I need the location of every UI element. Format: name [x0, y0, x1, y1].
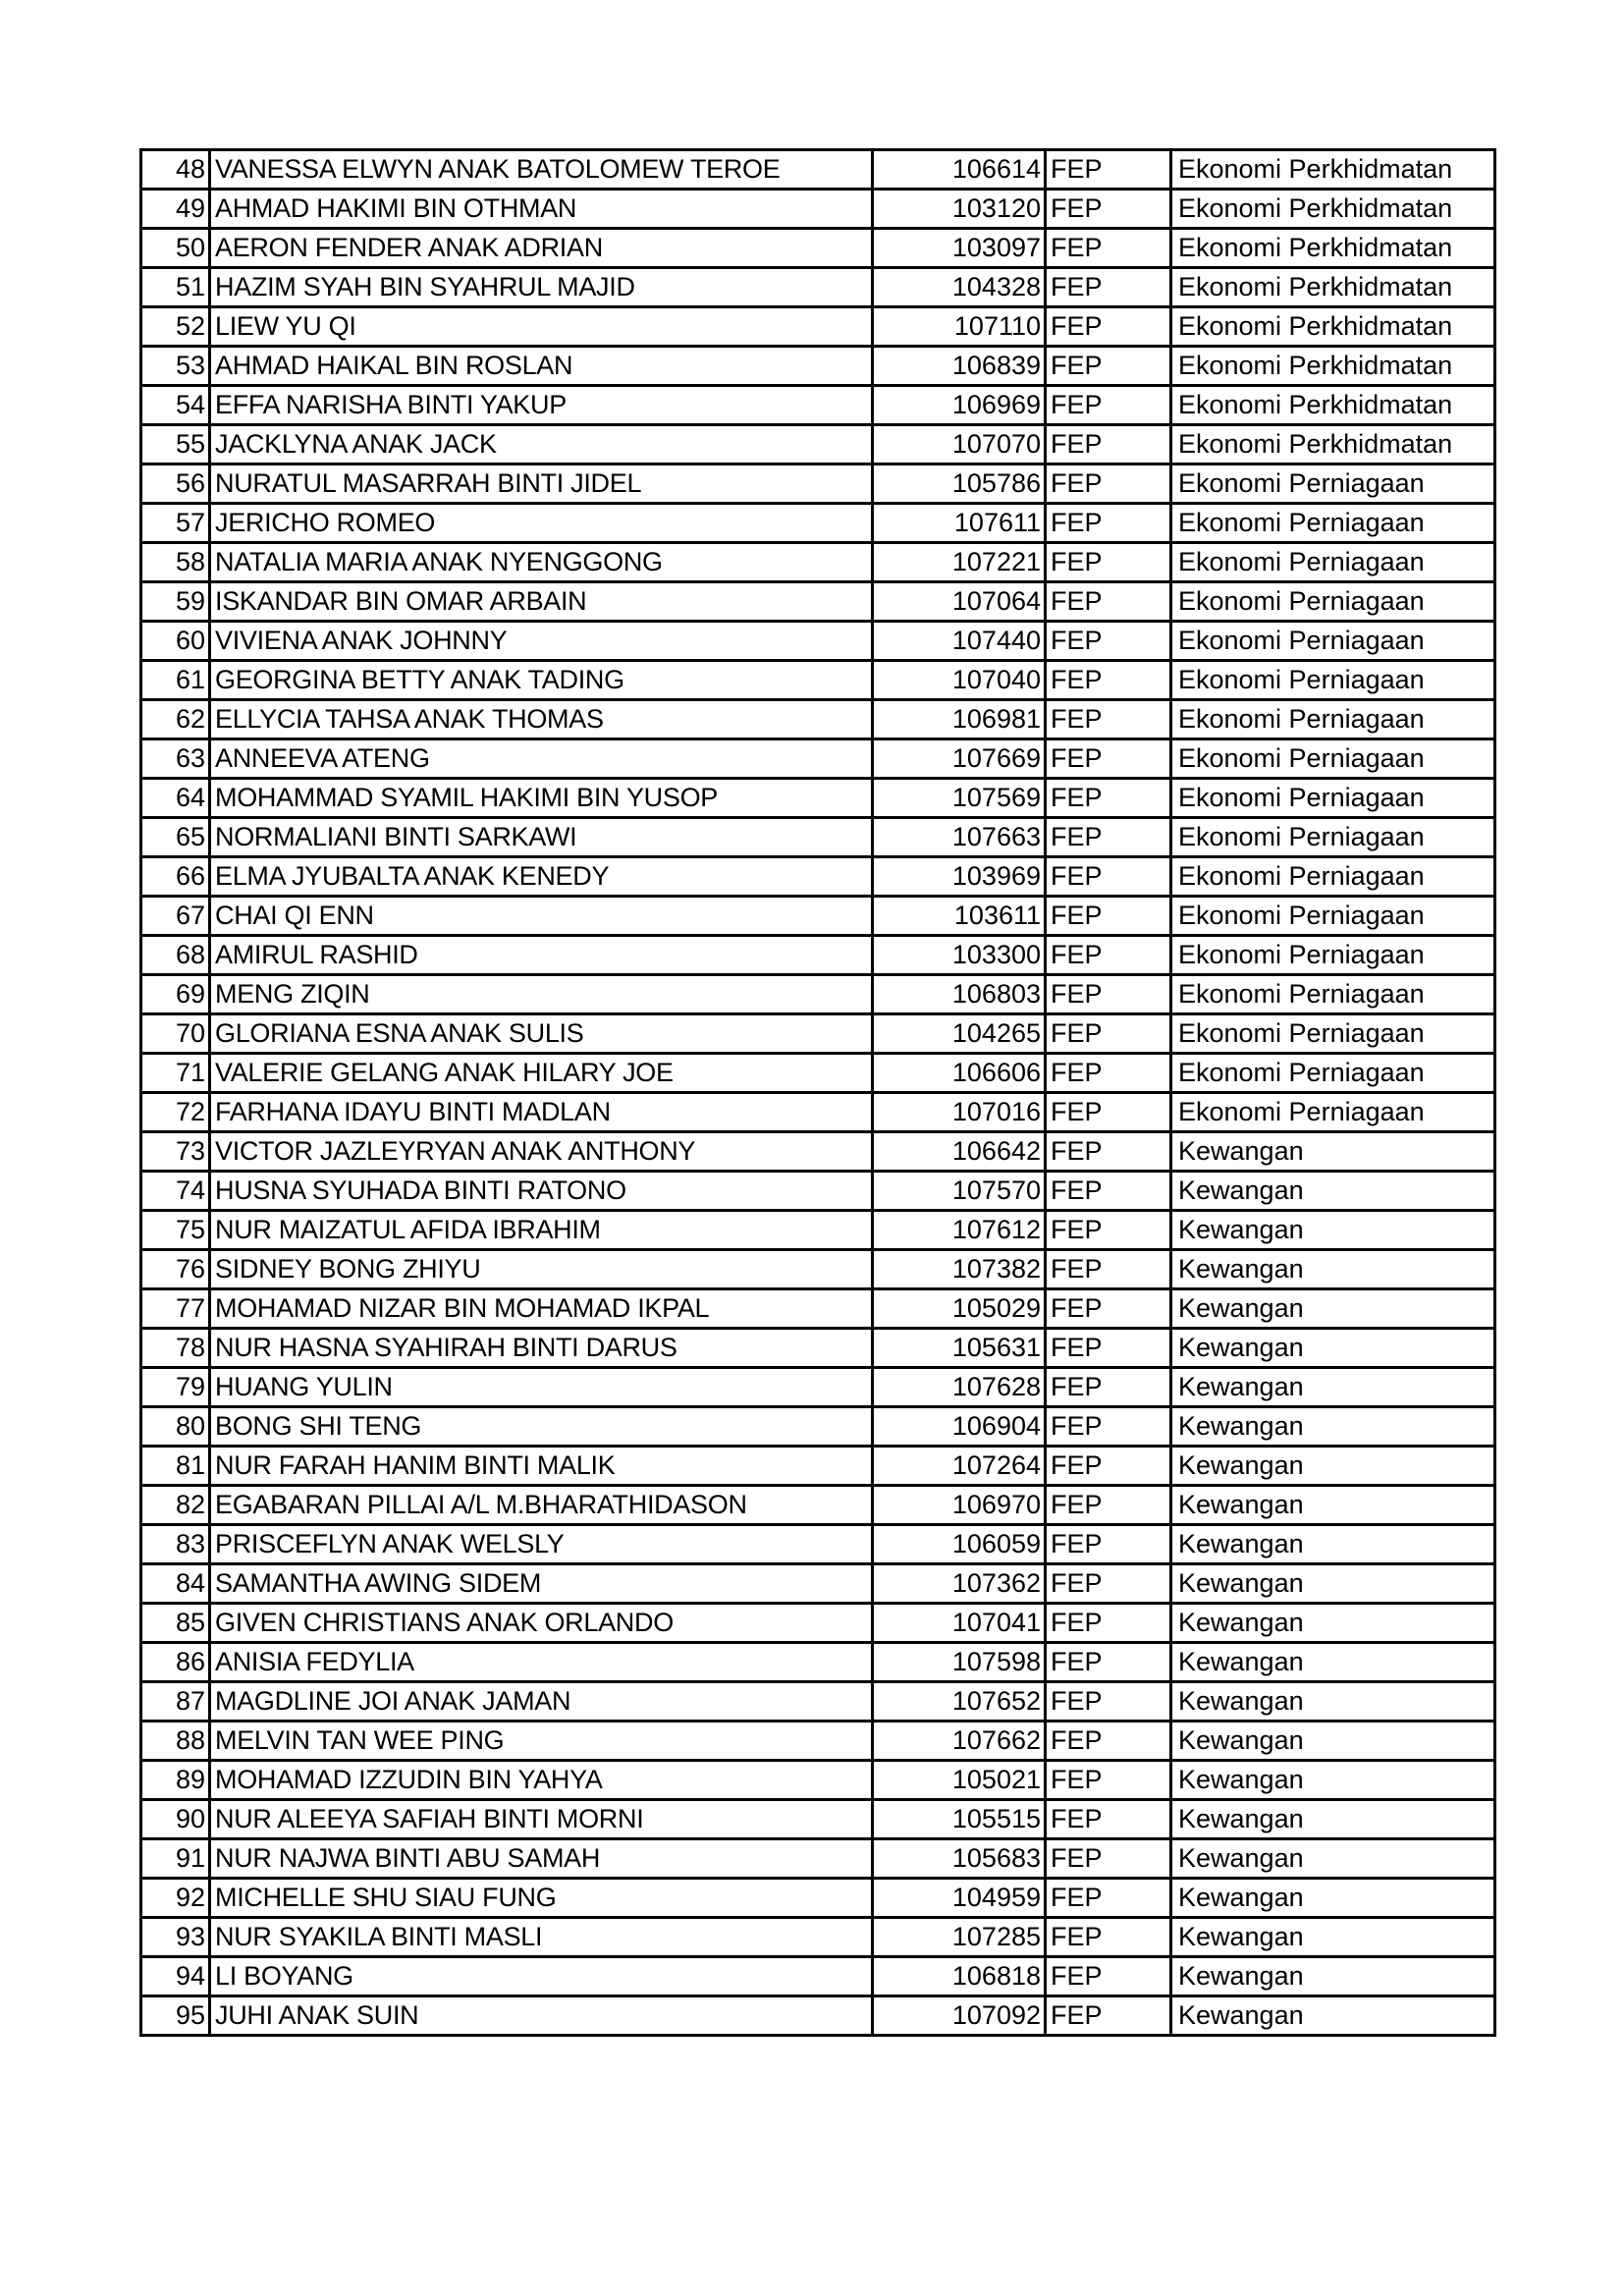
faculty-code-cell: FEP — [1046, 582, 1171, 622]
student-name-cell: SAMANTHA AWING SIDEM — [210, 1564, 873, 1604]
table-row — [141, 857, 1495, 897]
program-name-cell: Ekonomi Perkhidmatan — [1171, 229, 1495, 268]
table-row — [141, 543, 1495, 582]
program-name-cell: Kewangan — [1171, 1132, 1495, 1172]
faculty-code-cell: FEP — [1046, 1564, 1171, 1604]
student-name-cell: CHAI QI ENN — [210, 897, 873, 936]
student-id-cell: 107362 — [873, 1564, 1046, 1604]
student-id-cell: 106606 — [873, 1054, 1046, 1093]
student-id-cell: 104265 — [873, 1014, 1046, 1054]
table-row — [141, 1368, 1495, 1407]
table-row — [141, 1093, 1495, 1132]
student-id-cell: 107264 — [873, 1447, 1046, 1486]
student-name-cell: PRISCEFLYN ANAK WELSLY — [210, 1525, 873, 1564]
program-name-cell: Kewangan — [1171, 1957, 1495, 1996]
student-name-cell: JUHI ANAK SUIN — [210, 1996, 873, 2036]
program-name-cell: Kewangan — [1171, 1643, 1495, 1682]
student-table — [139, 148, 1496, 2037]
program-name-cell: Kewangan — [1171, 1996, 1495, 2036]
program-name-cell: Kewangan — [1171, 1879, 1495, 1918]
student-id-cell: 107652 — [873, 1682, 1046, 1722]
student-name-cell: ANISIA FEDYLIA — [210, 1643, 873, 1682]
student-name-cell: VANESSA ELWYN ANAK BATOLOMEW TEROE — [210, 150, 873, 190]
student-name-cell: MOHAMAD IZZUDIN BIN YAHYA — [210, 1761, 873, 1800]
faculty-code-cell: FEP — [1046, 190, 1171, 229]
table-row — [141, 1486, 1495, 1525]
student-name-cell: VICTOR JAZLEYRYAN ANAK ANTHONY — [210, 1132, 873, 1172]
table-row — [141, 1564, 1495, 1604]
row-number-cell: 71 — [141, 1054, 210, 1093]
row-number-cell: 94 — [141, 1957, 210, 1996]
student-table-body — [141, 150, 1495, 2036]
table-row — [141, 1957, 1495, 1996]
faculty-code-cell: FEP — [1046, 1682, 1171, 1722]
student-name-cell: SIDNEY BONG ZHIYU — [210, 1250, 873, 1289]
row-number-cell: 76 — [141, 1250, 210, 1289]
student-id-cell: 106614 — [873, 150, 1046, 190]
table-row — [141, 1996, 1495, 2036]
row-number-cell: 82 — [141, 1486, 210, 1525]
student-id-cell: 103097 — [873, 229, 1046, 268]
program-name-cell: Ekonomi Perniagaan — [1171, 582, 1495, 622]
row-number-cell: 73 — [141, 1132, 210, 1172]
row-number-cell: 66 — [141, 857, 210, 897]
program-name-cell: Ekonomi Perkhidmatan — [1171, 386, 1495, 425]
program-name-cell: Kewangan — [1171, 1722, 1495, 1761]
student-id-cell: 107092 — [873, 1996, 1046, 2036]
student-id-cell: 107285 — [873, 1918, 1046, 1957]
faculty-code-cell: FEP — [1046, 1368, 1171, 1407]
row-number-cell: 80 — [141, 1407, 210, 1447]
table-row — [141, 1761, 1495, 1800]
student-name-cell: GIVEN CHRISTIANS ANAK ORLANDO — [210, 1604, 873, 1643]
program-name-cell: Ekonomi Perkhidmatan — [1171, 347, 1495, 386]
student-name-cell: ELMA JYUBALTA ANAK KENEDY — [210, 857, 873, 897]
student-name-cell: GEORGINA BETTY ANAK TADING — [210, 661, 873, 700]
student-name-cell: BONG SHI TENG — [210, 1407, 873, 1447]
student-name-cell: MAGDLINE JOI ANAK JAMAN — [210, 1682, 873, 1722]
table-row — [141, 1407, 1495, 1447]
table-row — [141, 739, 1495, 779]
student-id-cell: 106839 — [873, 347, 1046, 386]
row-number-cell: 53 — [141, 347, 210, 386]
student-id-cell: 106970 — [873, 1486, 1046, 1525]
student-id-cell: 105683 — [873, 1839, 1046, 1879]
program-name-cell: Kewangan — [1171, 1368, 1495, 1407]
faculty-code-cell: FEP — [1046, 897, 1171, 936]
table-row — [141, 622, 1495, 661]
student-id-cell: 107110 — [873, 307, 1046, 347]
program-name-cell: Ekonomi Perniagaan — [1171, 975, 1495, 1014]
faculty-code-cell: FEP — [1046, 1211, 1171, 1250]
student-id-cell: 107669 — [873, 739, 1046, 779]
table-row — [141, 1839, 1495, 1879]
row-number-cell: 48 — [141, 150, 210, 190]
faculty-code-cell: FEP — [1046, 425, 1171, 465]
table-row — [141, 1525, 1495, 1564]
program-name-cell: Kewangan — [1171, 1250, 1495, 1289]
row-number-cell: 87 — [141, 1682, 210, 1722]
student-name-cell: HUSNA SYUHADA BINTI RATONO — [210, 1172, 873, 1211]
table-row — [141, 425, 1495, 465]
student-id-cell: 107598 — [873, 1643, 1046, 1682]
program-name-cell: Kewangan — [1171, 1407, 1495, 1447]
program-name-cell: Ekonomi Perkhidmatan — [1171, 425, 1495, 465]
faculty-code-cell: FEP — [1046, 936, 1171, 975]
program-name-cell: Kewangan — [1171, 1211, 1495, 1250]
faculty-code-cell: FEP — [1046, 1996, 1171, 2036]
row-number-cell: 75 — [141, 1211, 210, 1250]
row-number-cell: 68 — [141, 936, 210, 975]
row-number-cell: 61 — [141, 661, 210, 700]
student-name-cell: VALERIE GELANG ANAK HILARY JOE — [210, 1054, 873, 1093]
table-row — [141, 661, 1495, 700]
row-number-cell: 79 — [141, 1368, 210, 1407]
student-name-cell: NORMALIANI BINTI SARKAWI — [210, 818, 873, 857]
table-row — [141, 1054, 1495, 1093]
student-id-cell: 105631 — [873, 1329, 1046, 1368]
row-number-cell: 67 — [141, 897, 210, 936]
student-id-cell: 105786 — [873, 465, 1046, 504]
table-row — [141, 386, 1495, 425]
student-name-cell: LIEW YU QI — [210, 307, 873, 347]
student-name-cell: AHMAD HAKIMI BIN OTHMAN — [210, 190, 873, 229]
program-name-cell: Ekonomi Perniagaan — [1171, 622, 1495, 661]
row-number-cell: 65 — [141, 818, 210, 857]
student-name-cell: GLORIANA ESNA ANAK SULIS — [210, 1014, 873, 1054]
row-number-cell: 70 — [141, 1014, 210, 1054]
row-number-cell: 74 — [141, 1172, 210, 1211]
student-name-cell: NUR MAIZATUL AFIDA IBRAHIM — [210, 1211, 873, 1250]
faculty-code-cell: FEP — [1046, 229, 1171, 268]
table-row — [141, 1172, 1495, 1211]
faculty-code-cell: FEP — [1046, 622, 1171, 661]
table-row — [141, 1604, 1495, 1643]
student-id-cell: 107040 — [873, 661, 1046, 700]
program-name-cell: Ekonomi Perkhidmatan — [1171, 268, 1495, 307]
faculty-code-cell: FEP — [1046, 779, 1171, 818]
faculty-code-cell: FEP — [1046, 1604, 1171, 1643]
student-name-cell: MELVIN TAN WEE PING — [210, 1722, 873, 1761]
table-row — [141, 1250, 1495, 1289]
faculty-code-cell: FEP — [1046, 1800, 1171, 1839]
table-row — [141, 229, 1495, 268]
table-row — [141, 504, 1495, 543]
faculty-code-cell: FEP — [1046, 465, 1171, 504]
table-row — [141, 347, 1495, 386]
program-name-cell: Kewangan — [1171, 1447, 1495, 1486]
student-id-cell: 107382 — [873, 1250, 1046, 1289]
student-name-cell: JACKLYNA ANAK JACK — [210, 425, 873, 465]
program-name-cell: Kewangan — [1171, 1839, 1495, 1879]
row-number-cell: 81 — [141, 1447, 210, 1486]
student-name-cell: MENG ZIQIN — [210, 975, 873, 1014]
program-name-cell: Ekonomi Perkhidmatan — [1171, 307, 1495, 347]
table-row — [141, 1918, 1495, 1957]
student-name-cell: AHMAD HAIKAL BIN ROSLAN — [210, 347, 873, 386]
table-row — [141, 1682, 1495, 1722]
table-row — [141, 1132, 1495, 1172]
row-number-cell: 78 — [141, 1329, 210, 1368]
program-name-cell: Ekonomi Perniagaan — [1171, 661, 1495, 700]
row-number-cell: 55 — [141, 425, 210, 465]
program-name-cell: Kewangan — [1171, 1329, 1495, 1368]
program-name-cell: Ekonomi Perniagaan — [1171, 543, 1495, 582]
faculty-code-cell: FEP — [1046, 1093, 1171, 1132]
program-name-cell: Ekonomi Perniagaan — [1171, 779, 1495, 818]
program-name-cell: Ekonomi Perniagaan — [1171, 465, 1495, 504]
row-number-cell: 59 — [141, 582, 210, 622]
program-name-cell: Kewangan — [1171, 1525, 1495, 1564]
student-id-cell: 107070 — [873, 425, 1046, 465]
faculty-code-cell: FEP — [1046, 1761, 1171, 1800]
row-number-cell: 62 — [141, 700, 210, 739]
row-number-cell: 90 — [141, 1800, 210, 1839]
row-number-cell: 56 — [141, 465, 210, 504]
program-name-cell: Ekonomi Perniagaan — [1171, 700, 1495, 739]
student-name-cell: NATALIA MARIA ANAK NYENGGONG — [210, 543, 873, 582]
faculty-code-cell: FEP — [1046, 818, 1171, 857]
table-row — [141, 190, 1495, 229]
row-number-cell: 93 — [141, 1918, 210, 1957]
student-id-cell: 106642 — [873, 1132, 1046, 1172]
row-number-cell: 54 — [141, 386, 210, 425]
student-id-cell: 106969 — [873, 386, 1046, 425]
program-name-cell: Ekonomi Perniagaan — [1171, 1014, 1495, 1054]
table-row — [141, 582, 1495, 622]
row-number-cell: 92 — [141, 1879, 210, 1918]
table-row — [141, 150, 1495, 190]
student-id-cell: 107612 — [873, 1211, 1046, 1250]
program-name-cell: Ekonomi Perkhidmatan — [1171, 190, 1495, 229]
student-id-cell: 107064 — [873, 582, 1046, 622]
table-row — [141, 1329, 1495, 1368]
faculty-code-cell: FEP — [1046, 857, 1171, 897]
student-name-cell: EFFA NARISHA BINTI YAKUP — [210, 386, 873, 425]
faculty-code-cell: FEP — [1046, 543, 1171, 582]
row-number-cell: 95 — [141, 1996, 210, 2036]
program-name-cell: Ekonomi Perniagaan — [1171, 936, 1495, 975]
faculty-code-cell: FEP — [1046, 1486, 1171, 1525]
table-row — [141, 1289, 1495, 1329]
table-row — [141, 936, 1495, 975]
table-row — [141, 307, 1495, 347]
student-id-cell: 105029 — [873, 1289, 1046, 1329]
table-row — [141, 1014, 1495, 1054]
program-name-cell: Kewangan — [1171, 1172, 1495, 1211]
table-row — [141, 1447, 1495, 1486]
faculty-code-cell: FEP — [1046, 1918, 1171, 1957]
student-name-cell: ELLYCIA TAHSA ANAK THOMAS — [210, 700, 873, 739]
student-name-cell: VIVIENA ANAK JOHNNY — [210, 622, 873, 661]
table-row — [141, 897, 1495, 936]
faculty-code-cell: FEP — [1046, 1447, 1171, 1486]
table-row — [141, 268, 1495, 307]
student-id-cell: 107016 — [873, 1093, 1046, 1132]
row-number-cell: 86 — [141, 1643, 210, 1682]
faculty-code-cell: FEP — [1046, 1014, 1171, 1054]
student-name-cell: MOHAMAD NIZAR BIN MOHAMAD IKPAL — [210, 1289, 873, 1329]
row-number-cell: 63 — [141, 739, 210, 779]
student-id-cell: 103300 — [873, 936, 1046, 975]
row-number-cell: 84 — [141, 1564, 210, 1604]
faculty-code-cell: FEP — [1046, 347, 1171, 386]
program-name-cell: Kewangan — [1171, 1486, 1495, 1525]
table-row — [141, 465, 1495, 504]
student-id-cell: 107570 — [873, 1172, 1046, 1211]
table-row — [141, 975, 1495, 1014]
program-name-cell: Kewangan — [1171, 1604, 1495, 1643]
student-id-cell: 107663 — [873, 818, 1046, 857]
faculty-code-cell: FEP — [1046, 1525, 1171, 1564]
student-name-cell: NUR NAJWA BINTI ABU SAMAH — [210, 1839, 873, 1879]
faculty-code-cell: FEP — [1046, 1172, 1171, 1211]
row-number-cell: 64 — [141, 779, 210, 818]
student-name-cell: MICHELLE SHU SIAU FUNG — [210, 1879, 873, 1918]
program-name-cell: Ekonomi Perniagaan — [1171, 1054, 1495, 1093]
faculty-code-cell: FEP — [1046, 1839, 1171, 1879]
row-number-cell: 91 — [141, 1839, 210, 1879]
faculty-code-cell: FEP — [1046, 700, 1171, 739]
student-id-cell: 106818 — [873, 1957, 1046, 1996]
row-number-cell: 77 — [141, 1289, 210, 1329]
faculty-code-cell: FEP — [1046, 739, 1171, 779]
student-id-cell: 104328 — [873, 268, 1046, 307]
faculty-code-cell: FEP — [1046, 1879, 1171, 1918]
faculty-code-cell: FEP — [1046, 1722, 1171, 1761]
program-name-cell: Ekonomi Perkhidmatan — [1171, 150, 1495, 190]
student-id-cell: 106803 — [873, 975, 1046, 1014]
program-name-cell: Ekonomi Perniagaan — [1171, 897, 1495, 936]
student-name-cell: ISKANDAR BIN OMAR ARBAIN — [210, 582, 873, 622]
student-name-cell: EGABARAN PILLAI A/L M.BHARATHIDASON — [210, 1486, 873, 1525]
student-id-cell: 106059 — [873, 1525, 1046, 1564]
table-row — [141, 700, 1495, 739]
table-row — [141, 1643, 1495, 1682]
student-id-cell: 105021 — [873, 1761, 1046, 1800]
student-name-cell: NUR HASNA SYAHIRAH BINTI DARUS — [210, 1329, 873, 1368]
faculty-code-cell: FEP — [1046, 504, 1171, 543]
student-id-cell: 103120 — [873, 190, 1046, 229]
row-number-cell: 69 — [141, 975, 210, 1014]
faculty-code-cell: FEP — [1046, 150, 1171, 190]
faculty-code-cell: FEP — [1046, 1250, 1171, 1289]
student-id-cell: 107041 — [873, 1604, 1046, 1643]
faculty-code-cell: FEP — [1046, 268, 1171, 307]
row-number-cell: 58 — [141, 543, 210, 582]
row-number-cell: 89 — [141, 1761, 210, 1800]
student-id-cell: 106904 — [873, 1407, 1046, 1447]
faculty-code-cell: FEP — [1046, 1329, 1171, 1368]
program-name-cell: Ekonomi Perniagaan — [1171, 504, 1495, 543]
faculty-code-cell: FEP — [1046, 307, 1171, 347]
program-name-cell: Kewangan — [1171, 1682, 1495, 1722]
student-name-cell: JERICHO ROMEO — [210, 504, 873, 543]
student-name-cell: AERON FENDER ANAK ADRIAN — [210, 229, 873, 268]
faculty-code-cell: FEP — [1046, 975, 1171, 1014]
student-id-cell: 103611 — [873, 897, 1046, 936]
row-number-cell: 88 — [141, 1722, 210, 1761]
student-id-cell: 107440 — [873, 622, 1046, 661]
student-id-cell: 107569 — [873, 779, 1046, 818]
student-name-cell: NUR SYAKILA BINTI MASLI — [210, 1918, 873, 1957]
row-number-cell: 51 — [141, 268, 210, 307]
student-id-cell: 106981 — [873, 700, 1046, 739]
row-number-cell: 85 — [141, 1604, 210, 1643]
student-id-cell: 107221 — [873, 543, 1046, 582]
program-name-cell: Kewangan — [1171, 1800, 1495, 1839]
program-name-cell: Ekonomi Perniagaan — [1171, 739, 1495, 779]
program-name-cell: Ekonomi Perniagaan — [1171, 818, 1495, 857]
student-name-cell: NUR ALEEYA SAFIAH BINTI MORNI — [210, 1800, 873, 1839]
faculty-code-cell: FEP — [1046, 1643, 1171, 1682]
student-name-cell: AMIRUL RASHID — [210, 936, 873, 975]
table-row — [141, 1879, 1495, 1918]
table-row — [141, 1800, 1495, 1839]
student-name-cell: MOHAMMAD SYAMIL HAKIMI BIN YUSOP — [210, 779, 873, 818]
student-name-cell: NURATUL MASARRAH BINTI JIDEL — [210, 465, 873, 504]
student-name-cell: HUANG YULIN — [210, 1368, 873, 1407]
student-id-cell: 107611 — [873, 504, 1046, 543]
program-name-cell: Kewangan — [1171, 1761, 1495, 1800]
program-name-cell: Ekonomi Perniagaan — [1171, 857, 1495, 897]
row-number-cell: 52 — [141, 307, 210, 347]
student-name-cell: NUR FARAH HANIM BINTI MALIK — [210, 1447, 873, 1486]
row-number-cell: 50 — [141, 229, 210, 268]
faculty-code-cell: FEP — [1046, 1957, 1171, 1996]
student-id-cell: 104959 — [873, 1879, 1046, 1918]
student-id-cell: 105515 — [873, 1800, 1046, 1839]
table-row — [141, 1722, 1495, 1761]
student-id-cell: 107628 — [873, 1368, 1046, 1407]
table-row — [141, 779, 1495, 818]
faculty-code-cell: FEP — [1046, 1289, 1171, 1329]
program-name-cell: Kewangan — [1171, 1564, 1495, 1604]
faculty-code-cell: FEP — [1046, 661, 1171, 700]
faculty-code-cell: FEP — [1046, 1407, 1171, 1447]
student-id-cell: 107662 — [873, 1722, 1046, 1761]
student-name-cell: HAZIM SYAH BIN SYAHRUL MAJID — [210, 268, 873, 307]
program-name-cell: Ekonomi Perniagaan — [1171, 1093, 1495, 1132]
faculty-code-cell: FEP — [1046, 1132, 1171, 1172]
faculty-code-cell: FEP — [1046, 386, 1171, 425]
program-name-cell: Kewangan — [1171, 1918, 1495, 1957]
faculty-code-cell: FEP — [1046, 1054, 1171, 1093]
row-number-cell: 60 — [141, 622, 210, 661]
table-row — [141, 1211, 1495, 1250]
row-number-cell: 57 — [141, 504, 210, 543]
table-row — [141, 818, 1495, 857]
program-name-cell: Kewangan — [1171, 1289, 1495, 1329]
student-name-cell: FARHANA IDAYU BINTI MADLAN — [210, 1093, 873, 1132]
row-number-cell: 83 — [141, 1525, 210, 1564]
row-number-cell: 72 — [141, 1093, 210, 1132]
student-id-cell: 103969 — [873, 857, 1046, 897]
student-name-cell: LI BOYANG — [210, 1957, 873, 1996]
row-number-cell: 49 — [141, 190, 210, 229]
student-name-cell: ANNEEVA ATENG — [210, 739, 873, 779]
